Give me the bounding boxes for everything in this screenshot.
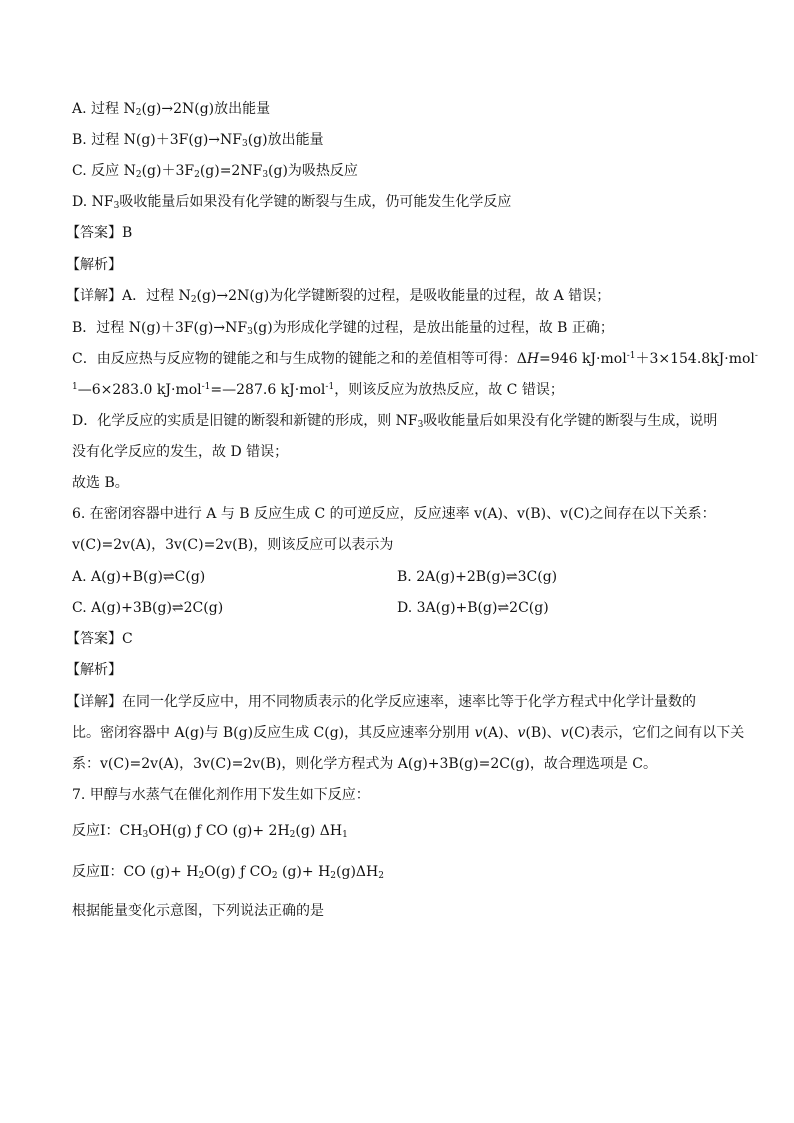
q6-stem-line-2: v(C)=2v(A)，3v(C)=2v(B)，则该反应可以表示为 (72, 537, 394, 553)
q6-option-b: B. 2A(g)+2B(g)⇌3C(g) (397, 569, 558, 585)
q6-option-a: A. A(g)+B(g)⇌C(g) (72, 569, 206, 585)
q5-detail-line-6: 没有化学反应的发生，故 D 错误； (72, 444, 289, 460)
q7-reaction-2: 反应Ⅱ：CO $(g)+ H_2O(g)$ ƒ $CO_2$ $(g)+ H_2(g)\Delta H_2$ (72, 864, 384, 881)
q5-detail-line-2: B．过程 $N(g)+3F(g)\to NF_3(g)$为形成化学键的过程，是放出能量的过程，故 B 正确； (72, 320, 614, 337)
q7-prompt: 根据能量变化示意图，下列说法正确的是 (72, 903, 324, 919)
q5-option-a: A. 过程 $N_2(g)\to 2N(g)$放出能量 (72, 101, 271, 118)
q5-detail-line-7: 故选 B。 (72, 475, 129, 491)
q5-option-d: D. $NF_3$吸收能量后如果没有化学键的断裂与生成，仍可能发生化学反应 (72, 194, 512, 211)
q5-detail-line-1: 【详解】A．过程 $N_2(g)\to 2N(g)$为化学键断裂的过程，是吸收能量的过程，故 A 错误； (66, 288, 611, 305)
q5-answer: 【答案】B (66, 225, 133, 241)
q6-analysis-tag: 【解析】 (66, 662, 122, 678)
q6-detail-line-1: 【详解】在同一化学反应中，用不同物质表示的化学反应速率，速率比等于化学方程式中化学计量数的 (66, 694, 696, 710)
q5-option-b: B. 过程 $N(g)+3F(g)\to NF_3(g)$放出能量 (72, 132, 324, 149)
q6-detail-line-2: 比。密闭容器中 A(g)与 B(g)反应生成 C(g)，其反应速率分别用 v(A)、v(B)、v(C)表示，它们之间有以下关 (72, 725, 745, 741)
q5-detail-line-3: C．由反应热与反应物的键能之和与生成物的键能之和的差值相等可得：ΔH=946 kJ·mol$^{-1}$＋3×154.8kJ·mol- (72, 351, 758, 367)
q5-detail-line-5: D．化学反应的实质是旧键的断裂和新键的形成，则 $NF_3$吸收能量后如果没有化学键的断裂与生成，说明 (72, 413, 718, 430)
q6-answer: 【答案】C (66, 631, 133, 647)
q6-option-d: D. 3A(g)+B(g)⇌2C(g) (397, 600, 549, 616)
q5-detail-line-4: $^1$—6×283.0 kJ·mol$^{-1}$=—287.6 kJ·mol$^{-1}$，则该反应为放热反应，故 C 错误； (72, 382, 564, 398)
q5-option-c: C. 反应 $N_2(g)+3F_2(g)=2NF_3(g)$为吸热反应 (72, 163, 358, 180)
q6-option-c: C. A(g)+3B(g)⇌2C(g) (72, 600, 224, 616)
q6-detail-line-3: 系：v(C)=2v(A)，3v(C)=2v(B)，则化学方程式为 A(g)+3B(g)=2C(g)，故合理选项是 C。 (72, 756, 657, 772)
q7-reaction-1: 反应Ⅰ：$CH_3OH(g)$ ƒ CO $(g)+ 2H_2(g)$ $\Delta H_1$ (72, 823, 348, 840)
q7-stem: 7. 甲醇与水蒸气在催化剂作用下发生如下反应： (72, 787, 370, 803)
q6-stem-line-1: 6. 在密闭容器中进行 A 与 B 反应生成 C 的可逆反应，反应速率 v(A)、v(B)、v(C)之间存在以下关系： (72, 506, 716, 522)
q5-analysis-tag: 【解析】 (66, 257, 122, 273)
